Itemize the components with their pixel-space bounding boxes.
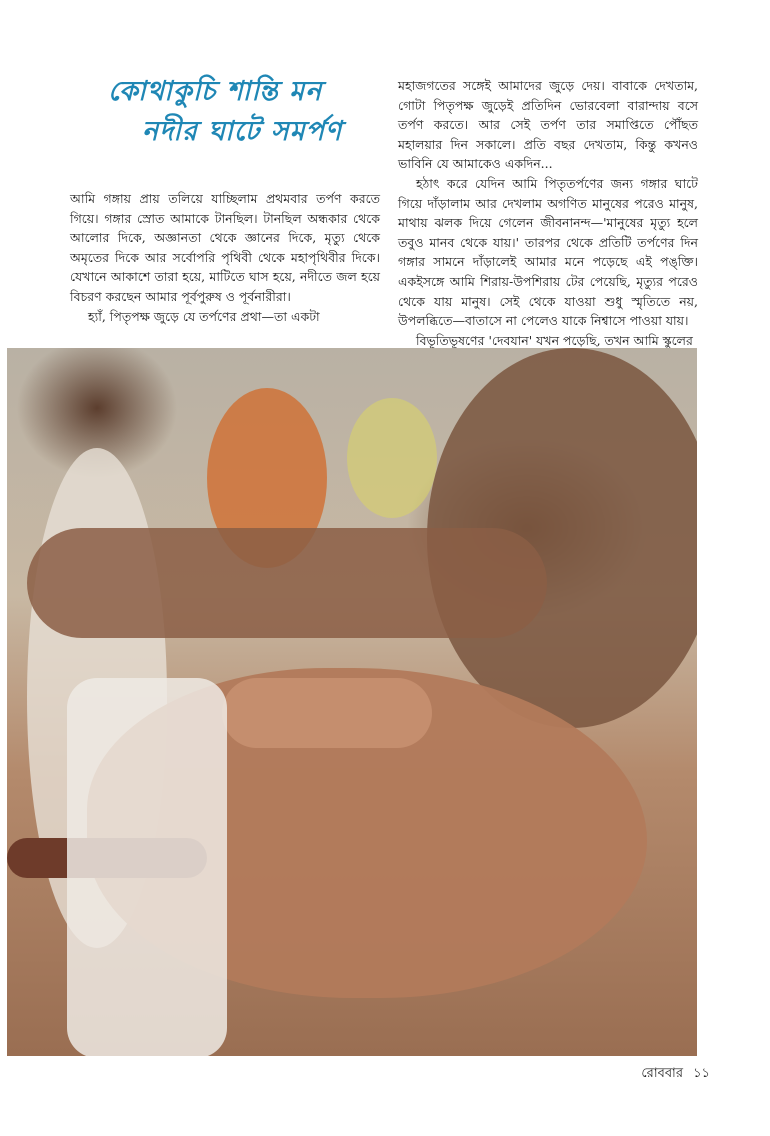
right-paragraph-3: বিভূতিভূষণের 'দেবযান' যখন পড়েছি, তখন আমি স্কুলের [416, 332, 693, 348]
article-photo [7, 348, 697, 1056]
right-column [398, 76, 698, 350]
right-paragraph-1: মহাজগতের সঙ্গেই আমাদের জুড়ে দেয়। বাবাকে দেখতাম, গোটা পিতৃপক্ষ জুড়েই প্রতিদিন ভোরবেলা বারান্দায় বসে তর্পণ করতে। আর সেই তর্পণ তার সমাপ্তিতে পৌঁছত মহালয়ার দিন সকালে। প্রতি বছর দেখতাম, কিন্তু কখনও ভাবিনি যে আমাকেও একদিন... [398, 78, 698, 172]
article-title [108, 72, 368, 152]
white-dhoti [67, 678, 227, 1056]
title-line-1: কোথাকুচি শান্তি মন [108, 76, 323, 107]
page-footer [641, 1064, 710, 1085]
finger [222, 678, 432, 748]
arm [27, 528, 547, 638]
title-line-2: নদীর ঘাটে সমর্পণ [142, 116, 343, 147]
background-figure [347, 398, 437, 518]
page-number: ১১ [693, 1066, 710, 1081]
magazine-name: রোববার [641, 1066, 683, 1081]
left-paragraph-1: আমি গঙ্গায় প্রায় তলিয়ে যাচ্ছিলাম প্রথমবার তর্পণ করতে গিয়ে। গঙ্গার স্রোত আমাকে টানছিল। টানছিল অন্ধকার থেকে আলোর দিকে, অজ্ঞানতা থেকে জ্ঞানের দিকে, মৃত্যু থেকে অমৃতের দিকে আর সর্বোপরি পৃথিবী থেকে মহাপৃথিবীর দিকে। যেখানে আকাশে তারা হয়ে, মাটিতে ঘাস হয়ে, নদীতে জল হয়ে বিচরণ করছেন আমার পূর্বপুরুষ ও পূর্বনারীরা। [70, 191, 380, 304]
left-paragraph-2: হ্যাঁ, পিতৃপক্ষ জুড়ে যে তর্পণের প্রথা—তা একটা [88, 308, 320, 324]
right-paragraph-2: হঠাৎ করে যেদিন আমি পিতৃতর্পণের জন্য গঙ্গার ঘাটে গিয়ে দাঁড়ালাম আর দেখলাম অগণিত মানুষের পরেও মানুষ, মাথায় ঝলক দিয়ে গেলেন জীবনানন্দ—'মানুষের মৃত্যু হলে তবুও মানব থেকে যায়।' তারপর থেকে প্রতিটি তর্পণের দিন গঙ্গার সামনে দাঁড়ালেই আমার মনে পড়েছে এই পঙ্‌ক্তি। একইসঙ্গে আমি শিরায়-উপশিরায় টের পেয়েছি, মৃত্যুর পরেও থেকে যায় মানুষ। সেই থেকে যাওয়া শুধু স্মৃতিতে নয়, উপলব্ধিতে—বাতাসে না পেলেও যাকে নিশ্বাসে পাওয়া যায়। [398, 175, 698, 329]
left-column [70, 189, 380, 326]
